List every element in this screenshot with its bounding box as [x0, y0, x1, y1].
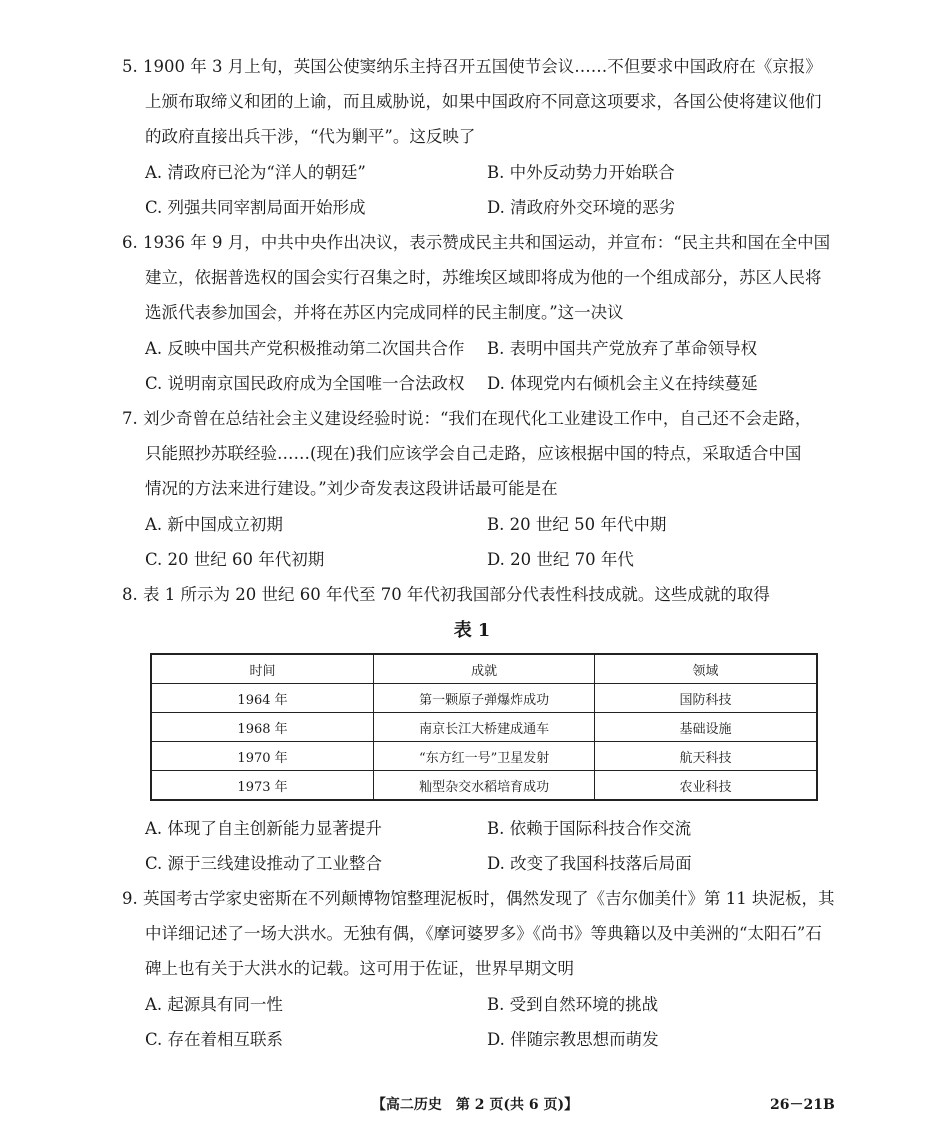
table-cell-achievement: 第一颗原子弹爆炸成功 [374, 684, 595, 713]
achievements-table [150, 653, 818, 801]
question-5-option-b: B. 中外反动势力开始联合 [487, 163, 675, 182]
question-8-option-d: D. 改变了我国科技落后局面 [487, 854, 692, 873]
question-9-option-d: D. 伴随宗教思想而萌发 [487, 1030, 659, 1049]
table-cell-field: 农业科技 [595, 771, 817, 801]
question-8-option-a: A. 体现了自主创新能力显著提升 [145, 819, 382, 838]
table-cell-field: 国防科技 [595, 684, 817, 713]
exam-code: 26－21B [770, 1097, 835, 1113]
question-9-line-1: 9. 英国考古学家史密斯在不列颠博物馆整理泥板时，偶然发现了《吉尔伽美什》第 11 块泥板，其 [122, 889, 835, 908]
question-6-option-d: D. 体现党内右倾机会主义在持续蔓延 [487, 374, 758, 393]
question-7-option-d: D. 20 世纪 70 年代 [487, 550, 634, 569]
question-9-option-a: A. 起源具有同一性 [145, 995, 283, 1014]
question-7-line-2: 只能照抄苏联经验……(现在)我们应该学会自己走路，应该根据中国的特点，采取适合中国 [145, 444, 802, 463]
table-cell-field: 航天科技 [595, 742, 817, 771]
question-9-line-3: 碑上也有关于大洪水的记载。这可用于佐证，世界早期文明 [145, 959, 574, 978]
table-header-achievement: 成就 [374, 654, 595, 684]
question-5-line-2: 上颁布取缔义和团的上谕，而且威胁说，如果中国政府不同意这项要求，各国公使将建议他们 [145, 92, 822, 111]
question-6-line-2: 建立，依据普选权的国会实行召集之时，苏维埃区域即将成为他的一个组成部分，苏区人民将 [145, 268, 822, 287]
question-5-option-d: D. 清政府外交环境的恶劣 [487, 198, 676, 217]
question-6-option-a: A. 反映中国共产党积极推动第二次国共合作 [145, 339, 465, 358]
question-5-option-c: C. 列强共同宰割局面开始形成 [145, 198, 366, 217]
question-6-line-3: 选派代表参加国会，并将在苏区内完成同样的民主制度。”这一决议 [145, 303, 624, 322]
table-cell-time: 1968 年 [151, 713, 374, 742]
page-footer: 【高二历史 第 2 页(共 6 页)】 [371, 1097, 579, 1113]
question-8-option-b: B. 依赖于国际科技合作交流 [487, 819, 692, 838]
question-6-option-c: C. 说明南京国民政府成为全国唯一合法政权 [145, 374, 465, 393]
table-cell-field: 基础设施 [595, 713, 817, 742]
table-cell-time: 1970 年 [151, 742, 374, 771]
table-caption: 表1 [453, 620, 497, 641]
table-cell-time: 1964 年 [151, 684, 374, 713]
table-row [151, 713, 817, 742]
table-row [151, 684, 817, 713]
table-cell-achievement: 籼型杂交水稻培育成功 [374, 771, 595, 801]
question-5-line-1: 5. 1900 年 3 月上旬，英国公使窦纳乐主持召开五国使节会议……不但要求中国政府在《京报》 [122, 57, 822, 76]
question-8-line-1: 8. 表 1 所示为 20 世纪 60 年代至 70 年代初我国部分代表性科技成就。这些成就的取得 [122, 585, 770, 604]
question-9-option-b: B. 受到自然环境的挑战 [487, 995, 659, 1014]
question-6-option-b: B. 表明中国共产党放弃了革命领导权 [487, 339, 758, 358]
question-5-option-a: A. 清政府已沦为“洋人的朝廷” [145, 163, 366, 182]
table-header-row [151, 654, 817, 684]
question-7-option-a: A. 新中国成立初期 [145, 515, 283, 534]
table-cell-achievement: 南京长江大桥建成通车 [374, 713, 595, 742]
table-header-field: 领域 [595, 654, 817, 684]
table-cell-time: 1973 年 [151, 771, 374, 801]
question-9-line-2: 中详细记述了一场大洪水。无独有偶，《摩诃婆罗多》《尚书》等典籍以及中美洲的“太阳石”石 [145, 924, 822, 943]
table-row [151, 771, 817, 801]
question-7-line-3: 情况的方法来进行建设。”刘少奇发表这段讲话最可能是在 [145, 479, 558, 498]
table-header-time: 时间 [151, 654, 374, 684]
question-7-option-b: B. 20 世纪 50 年代中期 [487, 515, 667, 534]
question-6-line-1: 6. 1936 年 9 月，中共中央作出决议，表示赞成民主共和国运动，并宣布：“民主共和国在全中国 [122, 233, 831, 252]
table-row [151, 742, 817, 771]
table-cell-achievement: “东方红一号”卫星发射 [374, 742, 595, 771]
question-9-option-c: C. 存在着相互联系 [145, 1030, 284, 1049]
question-7-option-c: C. 20 世纪 60 年代初期 [145, 550, 325, 569]
question-5-line-3: 的政府直接出兵干涉，“代为剿平”。这反映了 [145, 127, 476, 146]
question-7-line-1: 7. 刘少奇曾在总结社会主义建设经验时说：“我们在现代化工业建设工作中，自己还不会走路， [122, 409, 812, 428]
question-8-option-c: C. 源于三线建设推动了工业整合 [145, 854, 383, 873]
